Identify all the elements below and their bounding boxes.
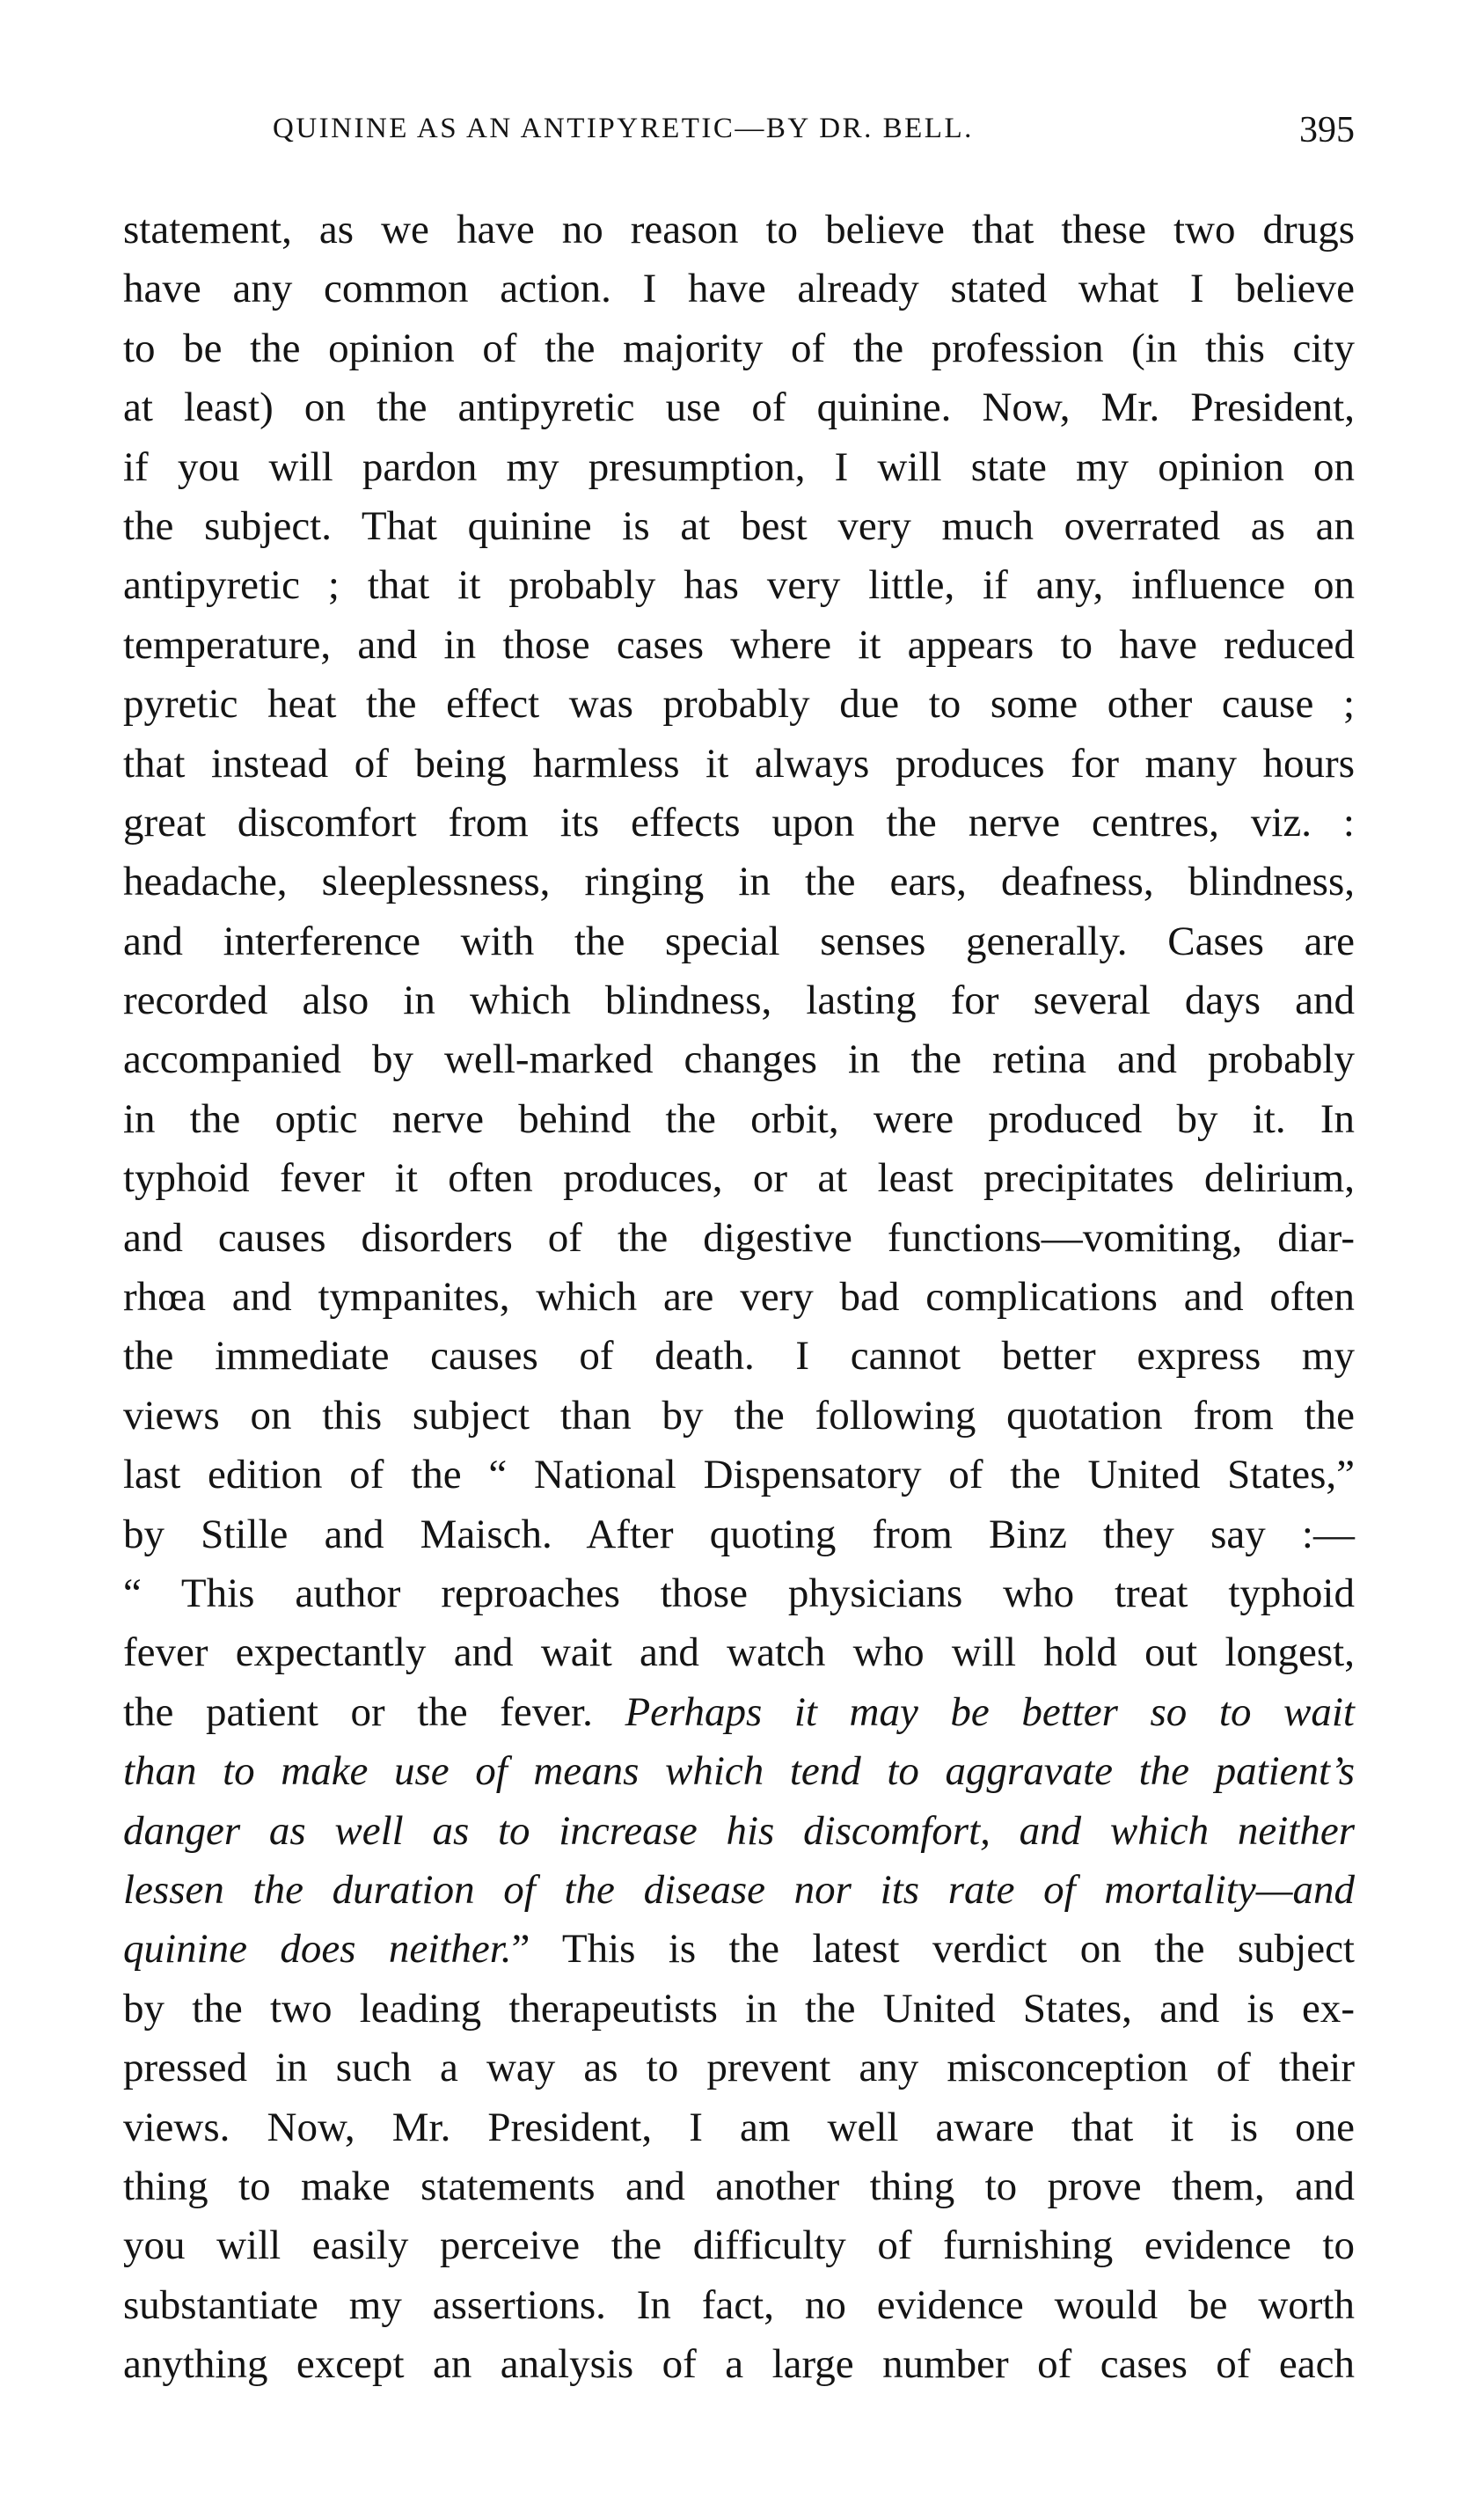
text-line bbox=[123, 1209, 1355, 1268]
text-line bbox=[123, 556, 1355, 615]
text-segment: the patient or the fever. bbox=[123, 1688, 625, 1735]
text-segment: in the optic nerve behind the orbit, were produced by it. In bbox=[123, 1095, 1355, 1142]
text-segment: the immediate causes of death. I cannot better express my bbox=[123, 1333, 1355, 1380]
text-segment: pyretic heat the effect was probably due to some other cause ; bbox=[123, 681, 1355, 728]
text-line bbox=[123, 912, 1355, 971]
text-line bbox=[123, 2157, 1355, 2216]
text-line bbox=[123, 1090, 1355, 1149]
text-line bbox=[123, 1802, 1355, 1861]
text-line bbox=[123, 2335, 1355, 2394]
text-line bbox=[123, 1327, 1355, 1386]
text-line bbox=[123, 1268, 1355, 1327]
text-segment: temperature, and in those cases where it appears to have reduced bbox=[123, 621, 1355, 668]
text-line bbox=[123, 616, 1355, 675]
text-segment: the subject. That quinine is at best very much overrated as an bbox=[123, 502, 1355, 549]
text-line bbox=[123, 2276, 1355, 2335]
text-segment: to be the opinion of the majority of the profession (in this city bbox=[123, 325, 1355, 371]
text-segment: substantiate my assertions. In fact, no evidence would be worth bbox=[123, 2281, 1355, 2328]
text-line bbox=[123, 1387, 1355, 1446]
text-segment: by the two leading therapeutists in the United States, and is ex- bbox=[123, 1985, 1355, 2032]
text-line bbox=[123, 1149, 1355, 1208]
text-segment: accompanied by well-marked changes in the retina and probably bbox=[123, 1036, 1355, 1083]
italic-text: quinine does neither. bbox=[123, 1926, 512, 1973]
text-segment: last edition of the “ National Dispensatory of the United States,” bbox=[123, 1452, 1355, 1498]
text-segment: views. Now, Mr. President, I am well aware that it is one bbox=[123, 2104, 1355, 2150]
text-line bbox=[123, 319, 1355, 378]
text-segment: pressed in such a way as to prevent any misconception of their bbox=[123, 2045, 1355, 2091]
text-segment: if you will pardon my presumption, I will state my opinion on bbox=[123, 443, 1355, 490]
text-segment: statement, as we have no reason to believe that these two drugs bbox=[123, 207, 1355, 253]
text-line bbox=[123, 794, 1355, 853]
text-line bbox=[123, 1564, 1355, 1623]
italic-text: than to make use of means which tend to aggravate the patient’s bbox=[123, 1748, 1355, 1795]
text-line bbox=[123, 2098, 1355, 2157]
text-line bbox=[123, 378, 1355, 437]
text-segment: thing to make statements and another thing to prove them, and bbox=[123, 2163, 1355, 2209]
text-line bbox=[123, 1446, 1355, 1505]
text-line bbox=[123, 1030, 1355, 1089]
running-title: QUININE AS AN ANTIPYRETIC—BY DR. BELL. bbox=[273, 113, 974, 144]
text-line bbox=[123, 438, 1355, 497]
text-line bbox=[123, 2216, 1355, 2275]
text-line bbox=[123, 1683, 1355, 1742]
text-segment: typhoid fever it often produces, or at least precipitates delirium, bbox=[123, 1155, 1355, 1202]
text-segment: have any common action. I have already stated what I believe bbox=[123, 266, 1355, 312]
text-segment: and interference with the special senses generally. Cases are bbox=[123, 918, 1355, 964]
text-line bbox=[123, 1623, 1355, 1682]
text-line bbox=[123, 497, 1355, 556]
text-line bbox=[123, 1742, 1355, 1801]
text-segment: views on this subject than by the following quotation from the bbox=[123, 1392, 1355, 1439]
text-line bbox=[123, 1505, 1355, 1564]
page-number: 395 bbox=[1299, 110, 1355, 150]
text-segment: at least) on the antipyretic use of quinine. Now, Mr. President, bbox=[123, 384, 1355, 431]
text-line bbox=[123, 735, 1355, 794]
running-head bbox=[123, 110, 1355, 157]
italic-text: lessen the duration of the disease nor its rate of mortality—and bbox=[123, 1866, 1355, 1913]
text-segment: “ This author reproaches those physicians who treat typhoid bbox=[123, 1570, 1355, 1616]
text-segment: rhœa and tympanites, which are very bad complications and often bbox=[123, 1274, 1355, 1321]
text-line bbox=[123, 1920, 1355, 1979]
text-line bbox=[123, 971, 1355, 1030]
text-segment: antipyretic ; that it probably has very little, if any, influence on bbox=[123, 562, 1355, 609]
text-segment: you will easily perceive the difficulty of furnishing evidence to bbox=[123, 2222, 1355, 2269]
body-text bbox=[123, 201, 1355, 2394]
text-segment: and causes disorders of the digestive functions—vomiting, diar- bbox=[123, 1214, 1355, 1261]
text-segment: great discomfort from its effects upon the nerve centres, viz. : bbox=[123, 799, 1355, 846]
text-segment: headache, sleeplessness, ringing in the ears, deafness, blindness, bbox=[123, 859, 1355, 905]
italic-text: Perhaps it may be better so to wait bbox=[625, 1688, 1355, 1735]
text-segment: recorded also in which blindness, lasting for several days and bbox=[123, 977, 1355, 1024]
text-segment: fever expectantly and wait and watch who will hold out longest, bbox=[123, 1629, 1355, 1676]
text-line bbox=[123, 1861, 1355, 1920]
text-line bbox=[123, 853, 1355, 912]
italic-text: danger as well as to increase his discomfort, and which neither bbox=[123, 1807, 1355, 1854]
text-segment: anything except an analysis of a large number of cases of each bbox=[123, 2341, 1355, 2388]
text-line bbox=[123, 2039, 1355, 2098]
text-line bbox=[123, 675, 1355, 734]
text-line bbox=[123, 260, 1355, 318]
text-segment: that instead of being harmless it always produces for many hours bbox=[123, 740, 1355, 787]
text-line bbox=[123, 1980, 1355, 2039]
text-line bbox=[123, 201, 1355, 260]
text-segment: ” This is the latest verdict on the subject bbox=[511, 1926, 1355, 1973]
text-segment: by Stille and Maisch. After quoting from Binz they say :— bbox=[123, 1511, 1355, 1557]
